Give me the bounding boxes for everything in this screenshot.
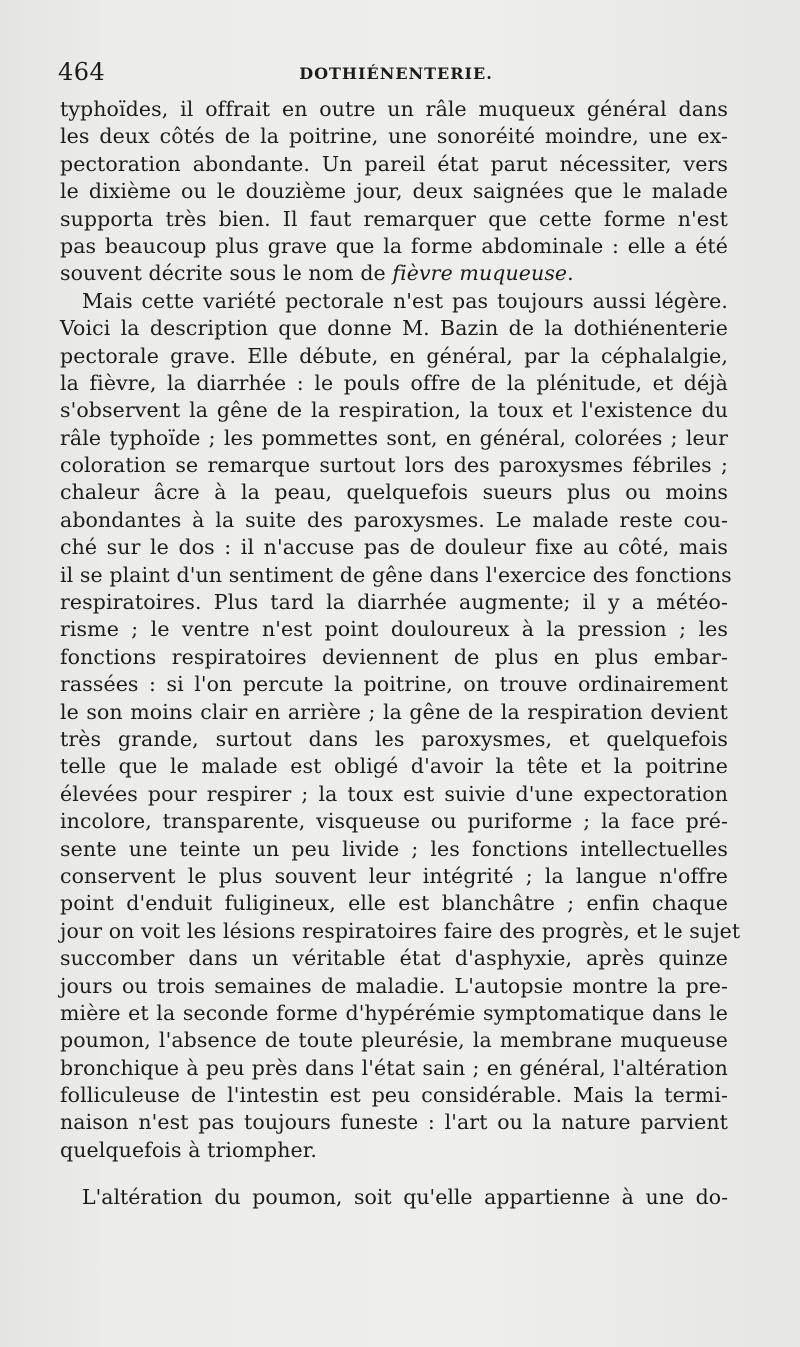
text-line: folliculeuse de l'intestin est peu considérable. Mais la termi- [60, 1083, 728, 1108]
text-line: la fièvre, la diarrhée : le pouls offre de la plénitude, et déjà [60, 370, 728, 395]
text-line: fonctions respiratoires deviennent de plus en plus embar- [60, 644, 728, 669]
text-line: le dixième ou le douzième jour, deux saignées que le malade [60, 179, 728, 204]
text-line: les deux côtés de la poitrine, une sonoréité moindre, une ex- [60, 124, 728, 149]
text-line: chaleur âcre à la peau, quelquefois sueurs plus ou moins [60, 480, 728, 505]
text-line: mière et la seconde forme d'hypérémie symptomatique dans le [60, 1000, 728, 1025]
text-line: pas beaucoup plus grave que la forme abdominale : elle a été [60, 233, 728, 258]
text-line: il se plaint d'un sentiment de gêne dans l'exercice des fonctions [60, 562, 732, 587]
text-line: succomber dans un véritable état d'asphyxie, après quinze [60, 946, 728, 971]
text-line: jours ou trois semaines de maladie. L'autopsie montre la pre- [60, 973, 728, 998]
text-line: coloration se remarque surtout lors des paroxysmes fébriles ; [60, 453, 728, 478]
text-span: . [567, 261, 574, 286]
running-title: DOTHIÉNENTERIE. [299, 64, 493, 83]
page-number: 464 [58, 58, 106, 86]
text-line: pectorale grave. Elle débute, en général, par la céphalalgie, [60, 343, 728, 368]
text-line: ché sur le dos : il n'accuse pas de douleur fixe au côté, mais [60, 535, 728, 560]
text-line: le son moins clair en arrière ; la gêne de la respiration devient [60, 699, 728, 724]
paragraph-3-first-line: L'altération du poumon, soit qu'elle appartienne à une do- [82, 1185, 728, 1209]
text-line: bronchique à peu près dans l'état sain ; en général, l'altération [60, 1055, 728, 1080]
text-line: jour on voit les lésions respiratoires faire des progrès, et le sujet [60, 918, 741, 943]
text-line: s'observent la gêne de la respiration, la toux et l'existence du [60, 398, 728, 423]
text-line: quelquefois à triompher. [60, 1137, 318, 1162]
text-line: supporta très bien. Il faut remarquer que cette forme n'est [60, 206, 728, 231]
text-line: risme ; le ventre n'est point douloureux à la pression ; les [60, 617, 728, 642]
body-text [60, 96, 741, 1164]
text-line: conservent le plus souvent leur intégrité ; la langue n'offre [60, 863, 728, 888]
text-line: respiratoires. Plus tard la diarrhée augmente; il y a météo- [60, 590, 728, 615]
text-line: poumon, l'absence de toute pleurésie, la membrane muqueuse [60, 1028, 728, 1053]
text-line: très grande, surtout dans les paroxysmes, et quelquefois [60, 726, 728, 751]
text-line: élevées pour respirer ; la toux est suivie d'une expectoration [60, 781, 728, 806]
text-line: naison n'est pas toujours funeste : l'art ou la nature parvient [60, 1110, 728, 1135]
text-line: abondantes à la suite des paroxysmes. Le malade reste cou- [60, 507, 728, 532]
paragraph-1 [60, 96, 728, 288]
text-line: Mais cette variété pectorale n'est pas toujours aussi légère. [82, 288, 728, 313]
text-span: souvent décrite sous le nom de [60, 261, 393, 286]
paragraph-2 [60, 288, 741, 1165]
text-line [60, 260, 728, 287]
text-line: rassées : si l'on percute la poitrine, on trouve ordinairement [60, 672, 728, 697]
text-line: pectoration abondante. Un pareil état parut nécessiter, vers [60, 151, 728, 176]
italic-term: fièvre muqueuse [392, 261, 568, 286]
text-line: incolore, transparente, visqueuse ou puriforme ; la face pré- [60, 809, 728, 834]
text-line: sente une teinte un peu livide ; les fonctions intellectuelles [60, 836, 728, 861]
page-header [58, 58, 734, 94]
text-line: typhoïdes, il offrait en outre un râle muqueux général dans [60, 97, 728, 121]
text-line: point d'enduit fuligineux, elle est blanchâtre ; enfin chaque [60, 891, 728, 916]
text-line: Voici la description que donne M. Bazin de la dothiénenterie [60, 316, 728, 341]
text-line: râle typhoïde ; les pommettes sont, en général, colorées ; leur [60, 425, 728, 450]
text-line: telle que le malade est obligé d'avoir la tête et la poitrine [60, 754, 728, 779]
